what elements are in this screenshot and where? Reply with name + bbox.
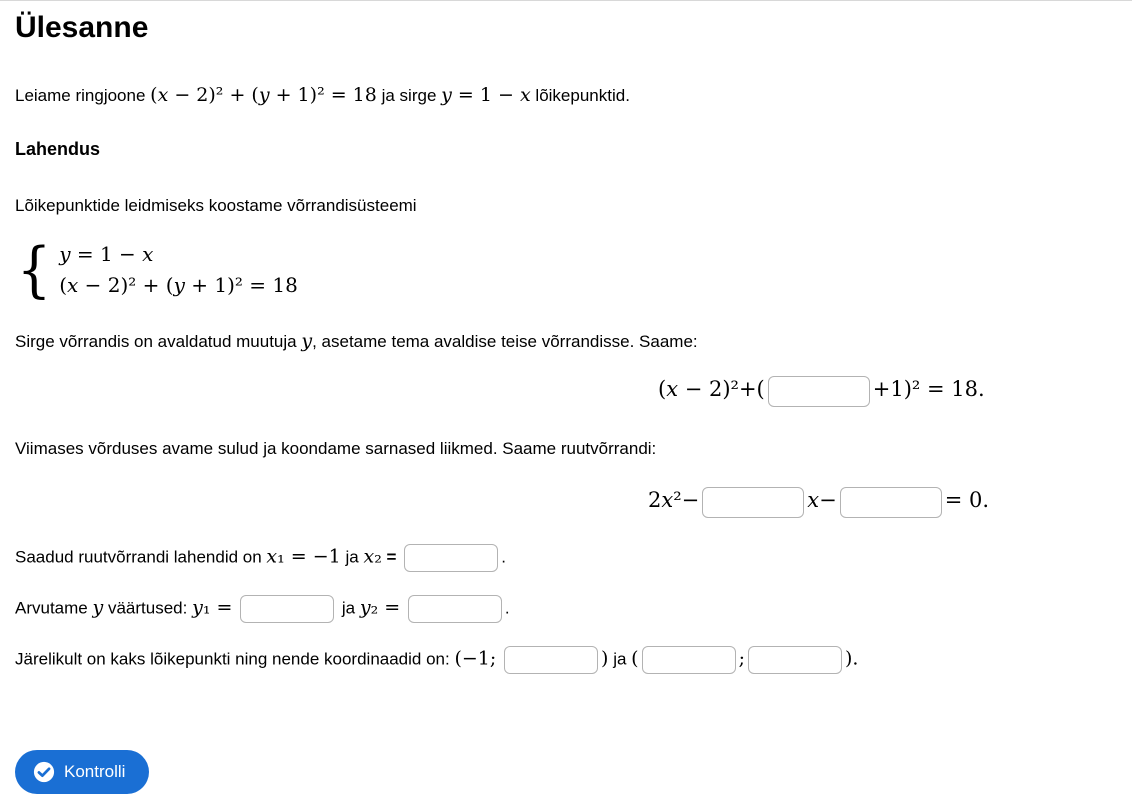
roots-equals: =: [386, 547, 397, 567]
circle-equation-math: (x − 2)² + (y + 1)² = 18: [150, 84, 377, 106]
kontrolli-button-label: Kontrolli: [64, 762, 126, 781]
roots-text-ja: ja: [345, 547, 359, 567]
y1-input[interactable]: [240, 595, 334, 623]
yvalues-y-math: y: [92, 596, 104, 619]
yvalues-text-ja: ja: [341, 598, 356, 618]
yvalues-period: .: [504, 598, 510, 618]
conclusion-text-ja: ja: [613, 649, 627, 669]
equation1-suffix-math: +1)² = 18.: [872, 376, 985, 401]
conclusion-row: [15, 646, 1132, 674]
equation2-part3-math: = 0.: [944, 487, 989, 512]
point2-open-math: (: [631, 647, 639, 670]
y2-input[interactable]: [408, 595, 502, 623]
yvalues-y1-math: y₁ =: [192, 596, 233, 619]
point2-x-input[interactable]: [642, 646, 736, 674]
step1-text: Lõikepunktide leidmiseks koostame võrrandisüsteemi: [15, 196, 417, 215]
problem-text-middle: ja sirge: [381, 86, 437, 105]
equation1-y-input[interactable]: [768, 376, 870, 407]
roots-x1-math: x₁ = −1: [266, 545, 341, 568]
yvalues-text-before: Arvutame: [15, 598, 88, 618]
equation1-row: [15, 376, 1132, 407]
problem-statement: [15, 83, 1132, 108]
yvalues-y2-math: y₂ =: [359, 596, 401, 619]
check-circle-icon: [33, 761, 55, 783]
system-line2-math: (x − 2)² + (y + 1)² = 18: [59, 273, 298, 297]
yvalues-text-mid: väärtused:: [107, 598, 188, 618]
line-equation-math: y = 1 − x: [441, 84, 531, 106]
step3-text: Viimases võrduses avame sulud ja koondame sarnased liikmed. Saame ruutvõrrandi:: [15, 439, 657, 458]
equation2-const-input[interactable]: [840, 487, 942, 518]
point1-close-math: ): [601, 647, 609, 670]
step2-text-before: Sirge võrrandis on avaldatud muutuja: [15, 332, 297, 351]
point1-open-math: (−1;: [454, 647, 497, 670]
point2-close-math: ).: [844, 647, 859, 670]
step2-y-math: y: [301, 330, 313, 352]
step2-text: [15, 329, 1132, 354]
roots-period: .: [501, 547, 506, 567]
roots-row: [15, 544, 1132, 572]
problem-text-after: lõikepunktid.: [535, 86, 630, 105]
equation2-coef-input[interactable]: [702, 487, 804, 518]
x2-input[interactable]: [404, 544, 498, 572]
point2-y-input[interactable]: [748, 646, 842, 674]
page-title: Ülesanne: [15, 11, 149, 44]
system-line1-math: y = 1 − x: [59, 242, 154, 266]
roots-text-before: Saadud ruutvõrrandi lahendid on: [15, 547, 262, 567]
equation1-prefix-math: (x − 2)²+(: [658, 376, 765, 401]
point2-semicolon-math: ;: [738, 647, 745, 670]
roots-x2-math: x₂: [363, 545, 382, 568]
point1-y-input[interactable]: [504, 646, 598, 674]
equation2-row: [15, 487, 1132, 518]
yvalues-row: [15, 595, 1132, 623]
problem-text-before: Leiame ringjoone: [15, 86, 146, 105]
equation2-part2-math: x−: [807, 487, 837, 512]
equation-system: [15, 235, 1132, 305]
system-brace: {: [16, 235, 52, 305]
equation2-part1-math: 2x²−: [648, 487, 700, 512]
kontrolli-button[interactable]: [15, 750, 149, 794]
conclusion-text-before: Järelikult on kaks lõikepunkti ning nende koordinaadid on:: [15, 649, 450, 669]
solution-heading: Lahendus: [15, 139, 101, 159]
step2-text-after: , asetame tema avaldise teise võrrandisse. Saame:: [312, 332, 698, 351]
